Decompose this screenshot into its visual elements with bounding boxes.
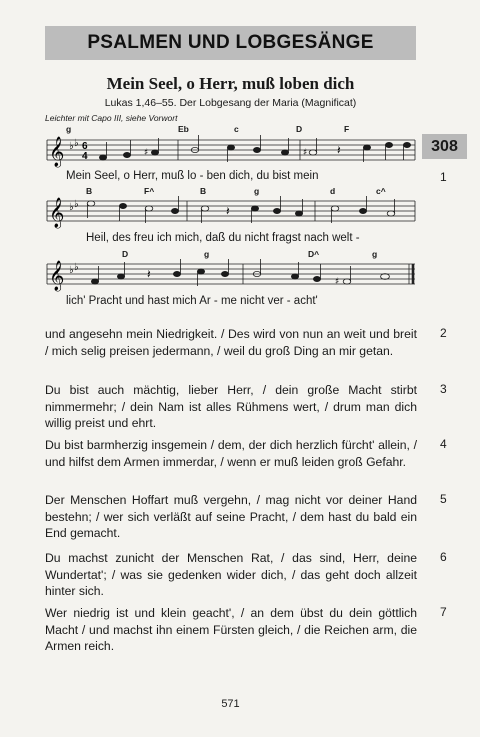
chord-label: Eb xyxy=(178,124,189,134)
capo-note: Leichter mit Capo III, siehe Vorwort xyxy=(45,113,178,123)
svg-text:𝄽: 𝄽 xyxy=(337,143,341,157)
music-staff xyxy=(45,193,420,233)
verse-text: Der Menschen Hoffart muß vergehn, / mag nicht vor deiner Hand bestehn; / wer sich verläßt auf seine Pracht, / dem hast du bald ein End gemacht. xyxy=(45,493,417,540)
verse-number: 5 xyxy=(440,492,447,506)
verse-number: 4 xyxy=(440,437,447,451)
verse-text: Du bist barmherzig insgemein / dem, der dich herzlich fürcht' allein, / und hilfst dem Armen immerdar, / wenn er muß leiden groß Gefahr. xyxy=(45,438,417,469)
verse-text: Du machst zunicht der Menschen Rat, / das sind, Herr, deine Wundertat'; / was sie gedenken wider dich, / das geht doch allzeit hinter sich. xyxy=(45,551,417,598)
svg-text:♭: ♭ xyxy=(69,202,74,213)
lyrics-line: Heil, des freu ich mich, daß du nicht fragst nach welt - xyxy=(86,232,360,244)
chord-label: B xyxy=(86,186,93,196)
svg-text:♯: ♯ xyxy=(335,277,340,287)
svg-text:♭: ♭ xyxy=(74,199,79,210)
svg-text:♭: ♭ xyxy=(74,138,79,149)
svg-text:♯: ♯ xyxy=(303,148,308,158)
svg-text:6: 6 xyxy=(82,141,88,152)
svg-text:♯: ♯ xyxy=(144,148,149,158)
chord-label: g xyxy=(204,249,210,259)
line-number: 1 xyxy=(440,170,447,184)
svg-text:♭: ♭ xyxy=(69,141,74,152)
verse-number: 3 xyxy=(440,382,447,396)
treble-clef-icon: 𝄞 xyxy=(49,198,65,228)
chord-label: D^ xyxy=(308,249,320,259)
svg-text:♭: ♭ xyxy=(74,262,79,273)
chord-label: F xyxy=(344,124,350,134)
svg-text:♭: ♭ xyxy=(69,265,74,276)
hymn-number-badge: 308 xyxy=(422,134,467,159)
svg-text:𝄽: 𝄽 xyxy=(147,267,151,281)
verse-text: und angesehn mein Niedrigkeit. / Des wird von nun an weit und breit / mich selig preisen jedermann, / weil du groß Ding an mir getan. xyxy=(45,327,417,358)
chord-label: c xyxy=(234,124,239,134)
chord-label: c^ xyxy=(376,186,386,196)
treble-clef-icon: 𝄞 xyxy=(49,137,65,167)
verse-text: Wer niedrig ist und klein geacht', / an dem übst du dein göttlich Macht / und machst ihn einem Fürsten gleich, / die Reichen arm, die Armen reich. xyxy=(45,606,417,653)
section-title: PSALMEN UND LOBGESÄNGE xyxy=(87,32,374,53)
page-number: 571 xyxy=(221,698,240,710)
chord-label: F^ xyxy=(144,186,155,196)
chord-label: g xyxy=(372,249,378,259)
chord-label: g xyxy=(66,124,72,134)
verse-number: 6 xyxy=(440,550,447,564)
chord-label: B xyxy=(200,186,207,196)
svg-text:𝄽: 𝄽 xyxy=(226,204,230,218)
svg-text:4: 4 xyxy=(82,151,88,162)
verse-text: Du bist auch mächtig, lieber Herr, / dein große Macht stirbt nimmermehr; / dein Nam ist alles Rühmens wert, / drum man dich willig preist und ehrt. xyxy=(45,383,417,430)
chord-label: D xyxy=(122,249,129,259)
hymn-title: Mein Seel, o Herr, muß loben dich xyxy=(106,74,355,93)
section-header xyxy=(45,26,416,60)
music-staff xyxy=(45,132,420,172)
treble-clef-icon: 𝄞 xyxy=(49,261,65,291)
music-staff xyxy=(45,256,420,296)
chord-label: d xyxy=(330,186,336,196)
verse-number: 2 xyxy=(440,326,447,340)
lyrics-line: lich' Pracht und hast mich Ar - me nicht ver - acht' xyxy=(66,295,318,307)
chord-label: g xyxy=(254,186,260,196)
chord-label: D xyxy=(296,124,303,134)
lyrics-line: Mein Seel, o Herr, muß lo - ben dich, du bist mein xyxy=(66,170,319,182)
hymn-source: Lukas 1,46–55. Der Lobgesang der Maria (Magnificat) xyxy=(104,97,357,109)
verse-number: 7 xyxy=(440,605,447,619)
